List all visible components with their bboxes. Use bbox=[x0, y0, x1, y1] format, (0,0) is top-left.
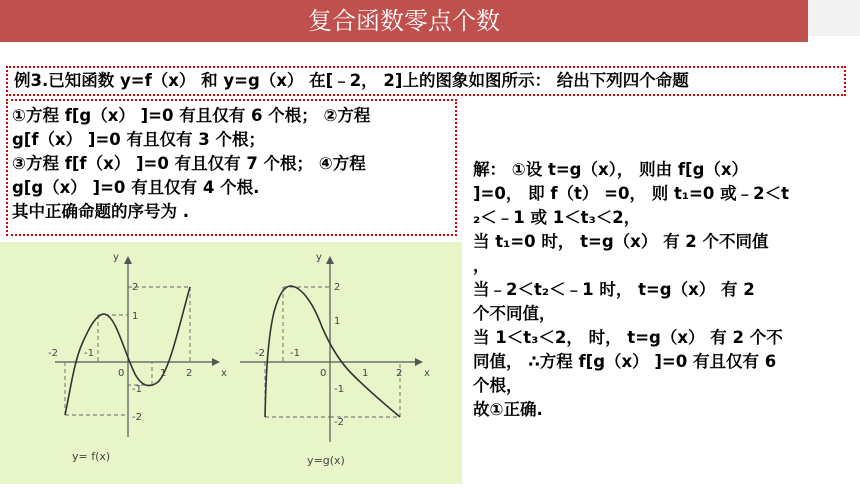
f-y-label: y bbox=[113, 252, 119, 263]
g-xtick: 2 bbox=[396, 368, 403, 379]
proposition-line: 其中正确命题的序号为 . bbox=[12, 202, 190, 221]
solution-line: 个根， bbox=[473, 376, 523, 395]
graph-g bbox=[240, 252, 430, 467]
g-ytick: -1 bbox=[334, 384, 344, 395]
solution-line: 同值， ∴方程 f[g（x） ]=0 有且仅有 6 bbox=[473, 352, 777, 371]
g-y-label: y bbox=[316, 252, 322, 263]
graphs-panel bbox=[0, 242, 462, 484]
f-xtick: 1 bbox=[160, 368, 167, 379]
f-ytick: -1 bbox=[132, 384, 142, 395]
f-x-arrow bbox=[212, 358, 220, 366]
solution-line: 当 t₁=0 时， t=g（x） 有 2 个不同值 bbox=[473, 232, 769, 251]
f-ytick: -2 bbox=[132, 412, 142, 423]
g-x-arrow bbox=[415, 358, 423, 366]
g-xtick: -1 bbox=[290, 348, 300, 359]
g-xtick: -2 bbox=[255, 348, 265, 359]
function-graphs bbox=[0, 242, 462, 484]
solution-line: 当 1＜t₃＜2， 时， t=g（x） 有 2 个不 bbox=[473, 328, 783, 347]
f-caption: y= f(x) bbox=[72, 450, 111, 463]
solution-line: 解： ①设 t=g（x）， 则由 f[g（x） bbox=[473, 160, 749, 179]
solution-line: 故①正确. bbox=[473, 400, 543, 419]
proposition-line: g[f（x） ]=0 有且仅有 3 个根； bbox=[12, 130, 265, 149]
solution-text bbox=[473, 158, 858, 422]
f-xtick: -2 bbox=[48, 348, 58, 359]
f-ytick: 1 bbox=[132, 311, 139, 322]
title-bar-edge bbox=[808, 0, 860, 36]
proposition-line: ①方程 f[g（x） ]=0 有且仅有 6 个根； ②方程 bbox=[12, 106, 371, 125]
page-title: 复合函数零点个数 bbox=[0, 0, 808, 42]
graph-f bbox=[48, 252, 227, 463]
g-ytick: -2 bbox=[334, 417, 344, 428]
g-ytick: 1 bbox=[334, 316, 341, 327]
f-ytick: 2 bbox=[132, 282, 139, 293]
solution-line: ， bbox=[473, 256, 490, 275]
g-origin-label: 0 bbox=[320, 368, 327, 379]
g-caption: y=g(x) bbox=[307, 454, 345, 467]
g-y-arrow bbox=[326, 256, 334, 264]
propositions-box bbox=[6, 99, 457, 236]
f-xtick: 2 bbox=[186, 368, 193, 379]
solution-line: 当﹣2＜t₂＜﹣1 时， t=g（x） 有 2 bbox=[473, 280, 755, 299]
g-guides bbox=[265, 287, 403, 417]
solution-line: ₂＜﹣1 或 1＜t₃＜2， bbox=[473, 208, 641, 227]
solution-line: 个不同值， bbox=[473, 304, 556, 323]
f-xtick: -1 bbox=[84, 348, 94, 359]
f-origin-label: 0 bbox=[118, 368, 125, 379]
problem-statement: 例3.已知函数 y=f（x） 和 y=g（x） 在[﹣2， 2]上的图象如图所示： 给出下列四个命题 bbox=[6, 66, 846, 96]
solution-line: ]=0， 即 f（t） =0， 则 t₁=0 或﹣2＜t bbox=[473, 184, 789, 203]
f-y-arrow bbox=[124, 256, 132, 264]
g-xtick: 1 bbox=[362, 368, 369, 379]
proposition-line: g[g（x） ]=0 有且仅有 4 个根. bbox=[12, 178, 260, 197]
f-x-label: x bbox=[221, 368, 227, 379]
g-ytick: 2 bbox=[334, 282, 341, 293]
g-x-label: x bbox=[424, 368, 430, 379]
proposition-line: ③方程 f[f（x） ]=0 有且仅有 7 个根； ④方程 bbox=[12, 154, 366, 173]
g-curve bbox=[265, 286, 403, 417]
